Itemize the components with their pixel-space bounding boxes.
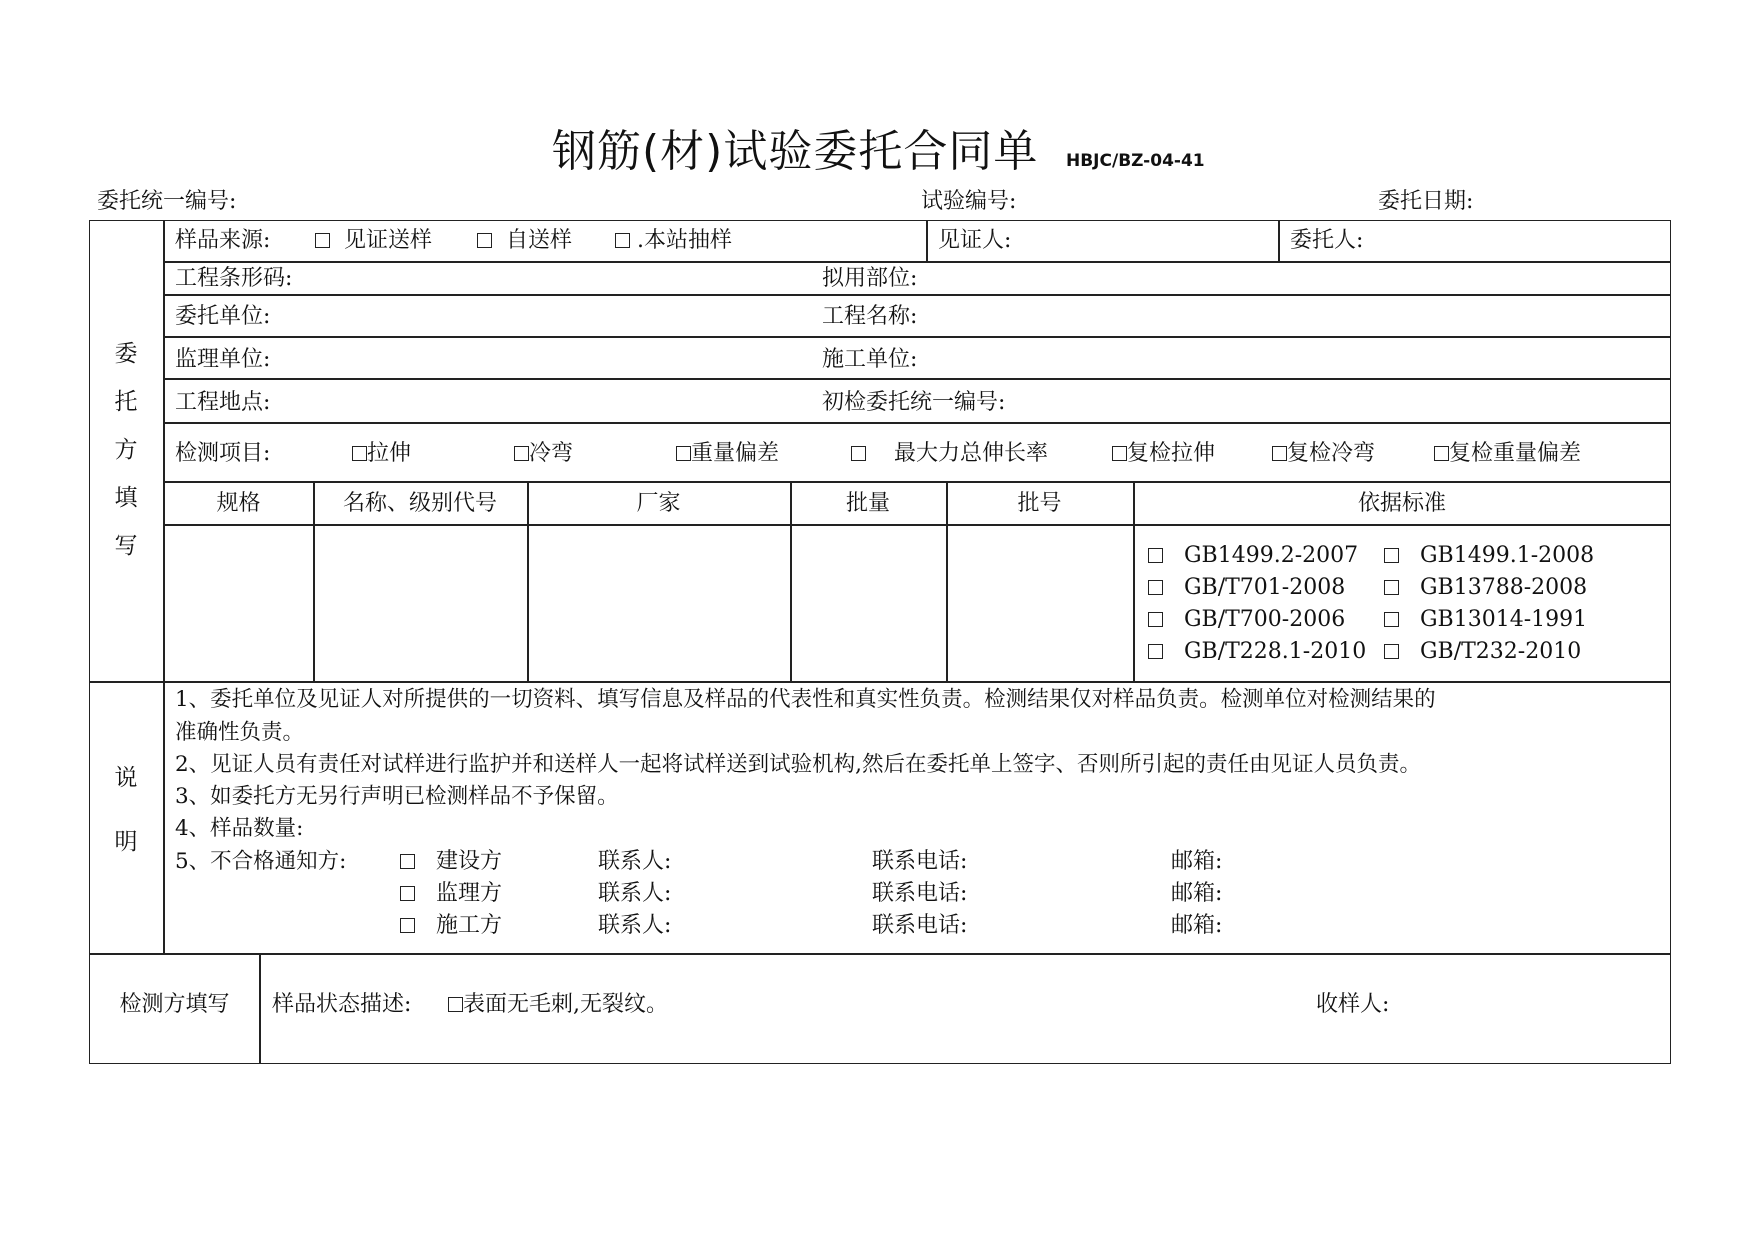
rule (926, 220, 928, 262)
client-unit-label: 委托单位: (175, 304, 271, 329)
checkbox[interactable] (1148, 548, 1163, 563)
party-supervisor[interactable]: 监理方 (400, 883, 502, 905)
note-4: 4、样品数量: (175, 816, 304, 841)
checkbox[interactable] (400, 918, 415, 933)
contact-label: 联系人: (598, 881, 672, 906)
project-site-label: 工程地点: (175, 390, 271, 415)
sample-state-option[interactable]: 表面无毛刺,无裂纹。 (448, 994, 668, 1016)
receiver-label: 收样人: (1316, 992, 1390, 1017)
sample-source-label: 样品来源: (175, 228, 271, 253)
project-name-label: 工程名称: (822, 304, 918, 329)
initial-no-label: 初检委托统一编号: (822, 390, 1006, 415)
checkbox[interactable] (352, 446, 367, 461)
checkbox[interactable] (1148, 644, 1163, 659)
construction-unit-label: 施工单位: (822, 347, 918, 372)
note-1-cont: 准确性负责。 (175, 720, 305, 745)
rule (164, 294, 1671, 296)
checkbox[interactable] (1384, 644, 1399, 659)
checkbox[interactable] (1434, 446, 1449, 461)
standard-option[interactable]: GB/T228.1-2010 (1148, 641, 1366, 663)
test-item-retest-weight[interactable]: 复检重量偏差 (1434, 443, 1581, 465)
rule (164, 378, 1671, 380)
checkbox[interactable] (514, 446, 529, 461)
col-header-batch-no: 批号 (1017, 491, 1062, 516)
sample-source-witness[interactable]: 见证送样 (315, 230, 432, 252)
checkbox[interactable] (676, 446, 691, 461)
standard-option[interactable]: GB/T700-2006 (1148, 609, 1345, 631)
phone-label: 联系电话: (872, 849, 968, 874)
rule (164, 481, 1671, 483)
standard-option[interactable]: GB1499.2-2007 (1148, 545, 1358, 567)
checkbox[interactable] (1384, 580, 1399, 595)
party-contractor[interactable]: 施工方 (400, 915, 502, 937)
rule (89, 681, 1671, 683)
notes-side-label: 说 明 (114, 765, 138, 855)
note-3: 3、如委托方无另行声明已检测样品不予保留。 (175, 784, 619, 809)
checkbox[interactable] (1148, 612, 1163, 627)
standard-option[interactable]: GB/T701-2008 (1148, 577, 1345, 599)
test-no-label: 试验编号: (921, 189, 1017, 214)
checkbox[interactable] (1272, 446, 1287, 461)
rule (89, 953, 1671, 955)
supervision-unit-label: 监理单位: (175, 347, 271, 372)
test-item-retest-tensile[interactable]: 复检拉伸 (1112, 443, 1215, 465)
intended-part-label: 拟用部位: (822, 266, 918, 291)
test-item-retest-bend[interactable]: 复检冷弯 (1272, 443, 1375, 465)
witness-label: 见证人: (938, 228, 1012, 253)
client-person-label: 委托人: (1290, 228, 1364, 253)
test-item-weight-deviation[interactable]: 重量偏差 (676, 443, 779, 465)
checkbox[interactable] (315, 233, 330, 248)
test-item-elongation[interactable]: 最大力总伸长率 (851, 443, 1048, 465)
email-label: 邮箱: (1171, 849, 1223, 874)
rule (164, 336, 1671, 338)
col-header-batch-qty: 批量 (845, 491, 890, 516)
col-header-standard: 依据标准 (1357, 491, 1446, 516)
sample-source-self[interactable]: 自送样 (477, 230, 572, 252)
checkbox[interactable] (1384, 612, 1399, 627)
checkbox[interactable] (400, 886, 415, 901)
page-title: 钢筋(材)试验委托合同单 (552, 126, 1039, 177)
standard-option[interactable]: GB13788-2008 (1384, 577, 1587, 599)
sample-state-label: 样品状态描述: (272, 992, 412, 1017)
test-item-tensile[interactable]: 拉伸 (352, 443, 411, 465)
checkbox[interactable] (400, 854, 415, 869)
form-code: HBJC/BZ-04-41 (1066, 151, 1205, 171)
email-label: 邮箱: (1171, 913, 1223, 938)
standard-option[interactable]: GB1499.1-2008 (1384, 545, 1594, 567)
rule (164, 422, 1671, 424)
note-5-label: 5、不合格通知方: (175, 849, 347, 874)
checkbox[interactable] (448, 997, 463, 1012)
checkbox[interactable] (1148, 580, 1163, 595)
lab-section-label: 检测方填写 (119, 992, 230, 1017)
note-1: 1、委托单位及见证人对所提供的一切资料、填写信息及样品的代表性和真实性负责。检测结果仅对样品负责。检测单位对检测结果的 (175, 687, 1436, 712)
rule (1278, 220, 1280, 262)
rule (164, 261, 1671, 263)
date-label: 委托日期: (1378, 189, 1474, 214)
sample-source-station[interactable]: .本站抽样 (615, 230, 732, 252)
col-header-manufacturer: 厂家 (636, 491, 681, 516)
checkbox[interactable] (615, 233, 630, 248)
rule (163, 220, 165, 954)
note-2: 2、见证人员有责任对试样进行监护并和送样人一起将试样送到试验机构,然后在委托单上签字、否则所引起的责任由见证人员负责。 (175, 752, 1422, 777)
email-label: 邮箱: (1171, 881, 1223, 906)
test-item-bend[interactable]: 冷弯 (514, 443, 573, 465)
client-side-label: 委 托 方 填 写 (114, 341, 138, 559)
contact-label: 联系人: (598, 849, 672, 874)
checkbox[interactable] (1112, 446, 1127, 461)
checkbox[interactable] (477, 233, 492, 248)
standard-option[interactable]: GB13014-1991 (1384, 609, 1587, 631)
test-items-label: 检测项目: (175, 441, 271, 466)
col-header-name-grade: 名称、级别代号 (342, 491, 497, 516)
unified-no-label: 委托统一编号: (97, 189, 237, 214)
rule (164, 524, 1671, 526)
standard-option[interactable]: GB/T232-2010 (1384, 641, 1581, 663)
party-owner[interactable]: 建设方 (400, 851, 502, 873)
phone-label: 联系电话: (872, 913, 968, 938)
checkbox[interactable] (851, 446, 866, 461)
barcode-label: 工程条形码: (175, 266, 293, 291)
col-header-spec: 规格 (216, 491, 261, 516)
checkbox[interactable] (1384, 548, 1399, 563)
phone-label: 联系电话: (872, 881, 968, 906)
contact-label: 联系人: (598, 913, 672, 938)
